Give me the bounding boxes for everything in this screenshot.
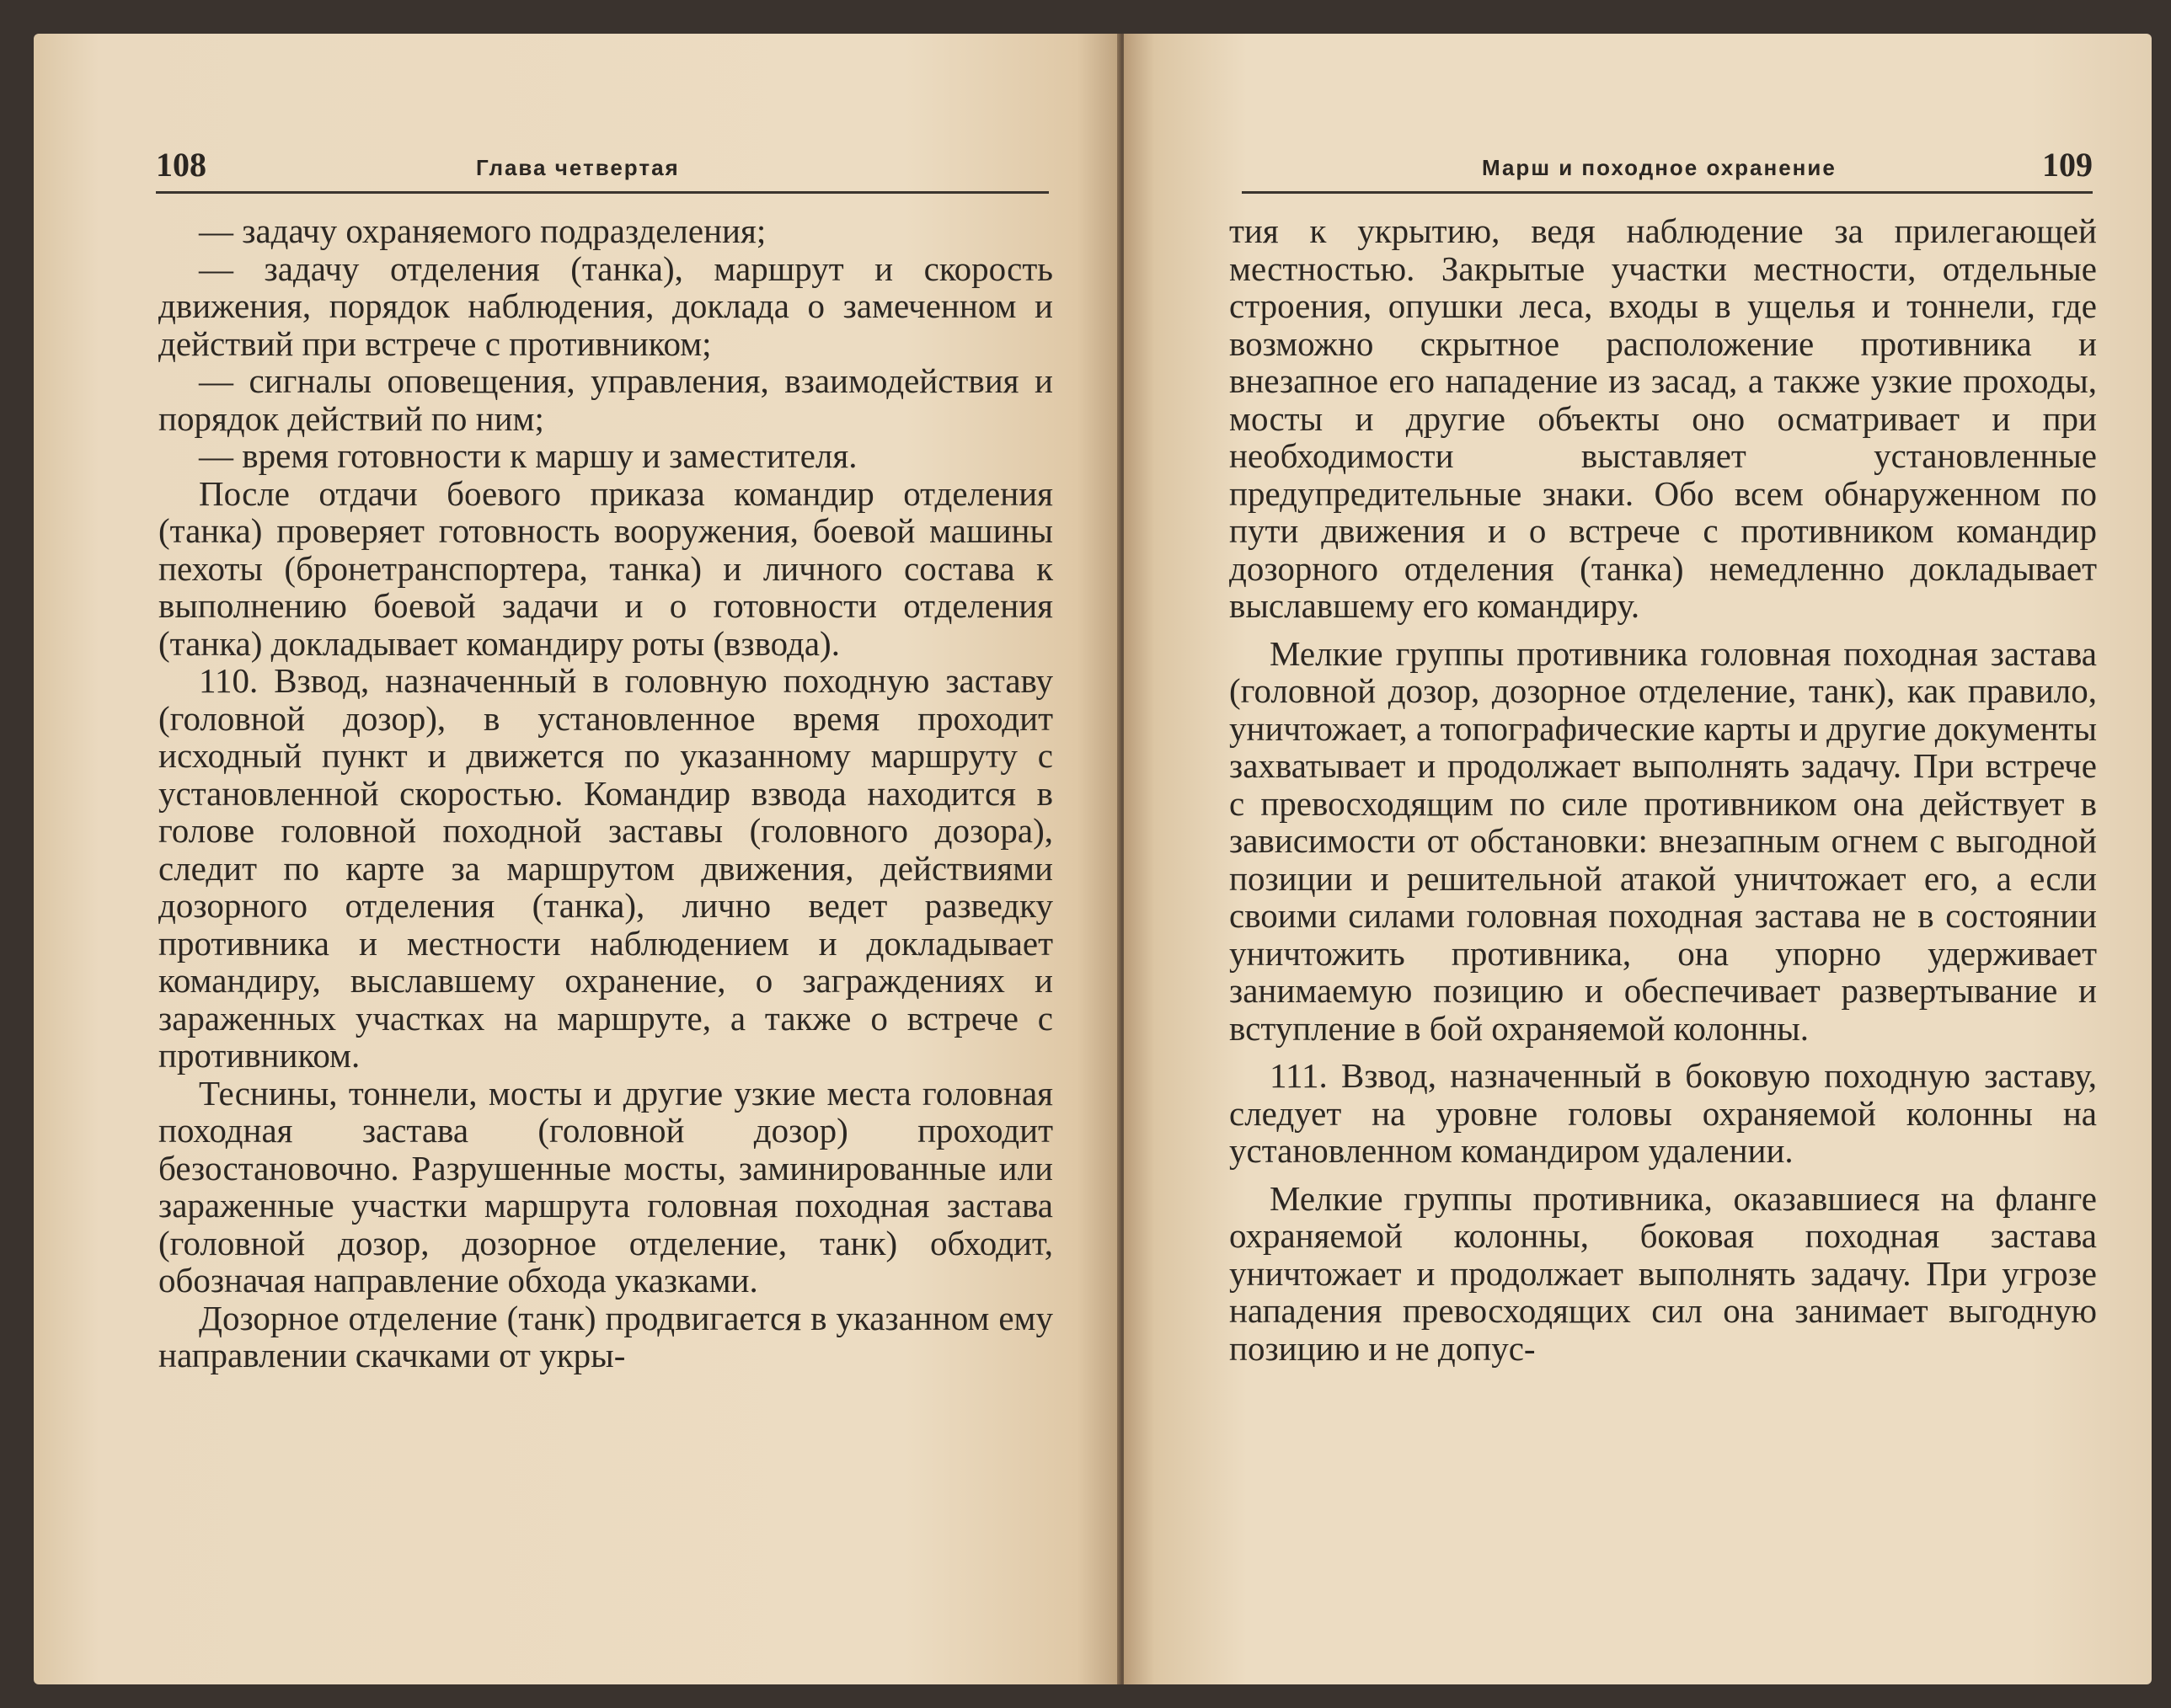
paragraph: — задачу отделения (танка), маршрут и скорость движения, порядок наблюдения, доклада о замеченном и действий при встрече с противником; [158, 248, 1053, 363]
header-rule [1242, 191, 2093, 194]
paragraph: Мелкие группы противника головная походная застава (головной дозор, дозорное отделение, танк), как правило, уничтожает, а топографические карты и другие документы захватывает и продолжает выполнять задачу. При встрече с превосходящим по силе противником она действует в зависимости от обстановки: внезапным огнем с выгодной позиции и решительной атакой уничтожает его, а если своими силами головная походная застава не в состоянии уничтожить противника, она упорно удерживает занимаемую позицию и обеспечивает развертывание и вступление в бой охраняемой колонны. [1229, 633, 2097, 1048]
paragraph: — сигналы оповещения, управления, взаимодействия и порядок действий по ним; [158, 361, 1053, 438]
page-body [158, 212, 1053, 1374]
running-header [156, 135, 1049, 194]
right-page [1124, 34, 2152, 1684]
paragraph: Теснины, тоннели, мосты и другие узкие места головная походная застава (головной дозор) проходит безостановочно. Разрушенные мосты, заминированные или зараженные участки маршрута головная походная застава (головной дозор, дозорное отделение, танк) обходит, обозначая направление обхода указками. [158, 1073, 1053, 1300]
paragraph: 111. Взвод, назначенный в боковую походную заставу, следует на уровне головы охраняемой колонны на установленном командиром удалении. [1229, 1056, 2097, 1170]
paragraph: 110. Взвод, назначенный в головную походную заставу (головной дозор), в установленное время проходит исходный пункт и движется по указанному маршруту с установленной скоростью. Командир взвода находится в голове головной походной заставы (головного дозора), следит по карте за маршрутом движения, действиями дозорного отделения (танка), лично ведет разведку противника и местности наблюдением и докладывает командиру, выславшему охранение, о заграждениях и зараженных участках на маршруте, а также о встрече с противником. [158, 661, 1053, 1075]
paragraph: тия к укрытию, ведя наблюдение за прилегающей местностью. Закрытые участки местности, отдельные строения, опушки леса, входы в ущелья и тоннели, где возможно скрытное расположение противника и внезапное его нападение из засад, а также узкие проходы, мосты и другие объекты оно осматривает и при необходимости выставляет установленные предупредительные знаки. Обо всем обнаруженном по пути движения и о встрече с противником командир дозорного отделения (танка) немедленно докладывает выславшему его командиру. [1229, 211, 2097, 625]
header-rule [156, 191, 1049, 194]
left-page [34, 34, 1120, 1684]
page-number: 109 [2042, 146, 2093, 184]
page-number: 108 [156, 146, 206, 184]
running-head-title: Марш и походное охранение [1482, 155, 1837, 180]
paragraph: Дозорное отделение (танк) продвигается в указанном ему направлении скачками от укры- [158, 1298, 1053, 1374]
page-body [1229, 212, 2097, 1367]
running-header [1242, 135, 2093, 194]
paragraph: Мелкие группы противника, оказавшиеся на фланге охраняемой колонны, боковая походная застава уничтожает и продолжает выполнять задачу. При угрозе нападения превосходящих сил она занимает выгодную позицию и не допус- [1229, 1178, 2097, 1368]
paragraph: — задачу охраняемого подразделения; [199, 211, 767, 250]
running-head-title: Глава четвертая [476, 155, 680, 180]
paragraph: — время готовности к маршу и заместителя. [199, 436, 858, 475]
paragraph: После отдачи боевого приказа командир отделения (танка) проверяет готовность вооружения, боевой машины пехоты (бронетранспортера, танка) и личного состава к выполнению боевой задачи и о готовности отделения (танка) докладывает командиру роты (взвода). [158, 473, 1053, 663]
